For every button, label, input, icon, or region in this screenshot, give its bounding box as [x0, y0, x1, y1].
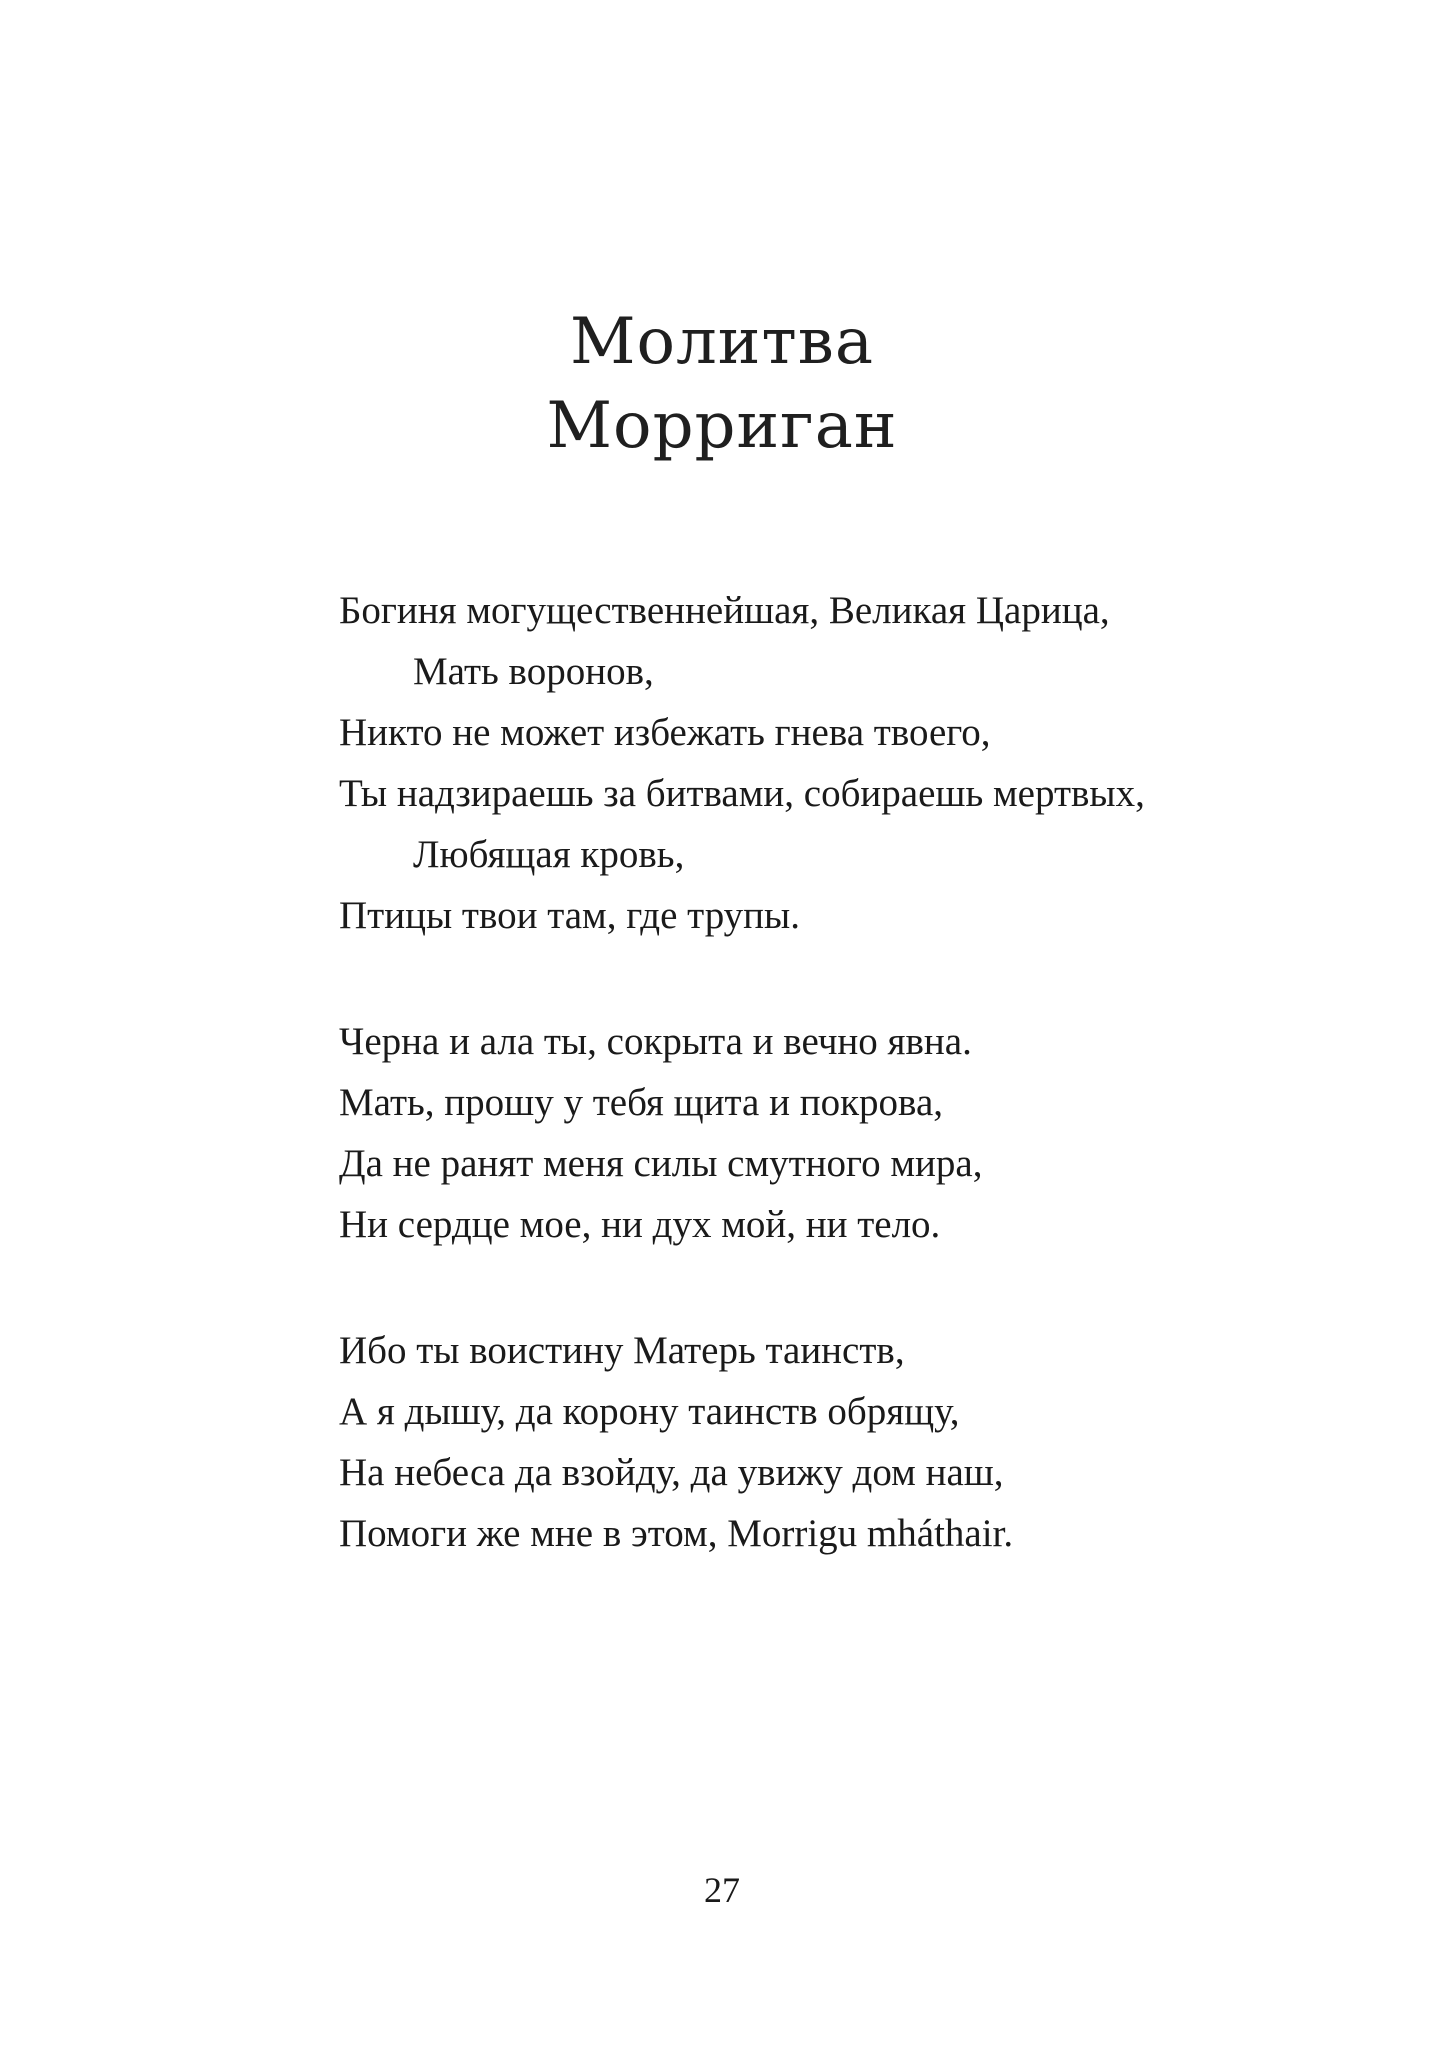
stanza-2	[339, 1011, 1339, 1255]
poem-line-indented: Любящая кровь,	[413, 833, 685, 876]
stanza-1	[339, 580, 1339, 946]
poem-line: Мать, прошу у тебя щита и покрова,	[339, 1081, 944, 1124]
poem-line: А я дышу, да корону таинств обрящу,	[339, 1390, 960, 1433]
poem-line: Ни сердце мое, ни дух мой, ни тело.	[339, 1203, 941, 1246]
poem-line: Черна и ала ты, сокрыта и вечно явна.	[339, 1020, 972, 1063]
poem-line: Никто не может избежать гнева твоего,	[339, 711, 991, 754]
poem-line: Птицы твои там, где трупы.	[339, 894, 801, 937]
poem-line: Ты надзираешь за битвами, собираешь мертвых,	[339, 772, 1145, 815]
poem-body	[339, 580, 1339, 1629]
poem-line: Ибо ты воистину Матерь таинств,	[339, 1329, 905, 1372]
poem-line: Богиня могущественнейшая, Великая Царица,	[339, 589, 1110, 632]
poem-line: Помоги же мне в этом, Morrigu mháthair.	[339, 1512, 1014, 1555]
poem-line: Да не ранят меня силы смутного мира,	[339, 1142, 983, 1185]
stanza-3	[339, 1320, 1339, 1564]
poem-title	[0, 300, 1444, 468]
poem-title-line-1: Молитва	[570, 305, 874, 379]
page-number: 27	[704, 1870, 740, 1910]
poem-title-line-2: Морриган	[546, 389, 898, 463]
poem-line: На небеса да взойду, да увижу дом наш,	[339, 1451, 1004, 1494]
poem-line-indented: Мать воронов,	[413, 650, 654, 693]
